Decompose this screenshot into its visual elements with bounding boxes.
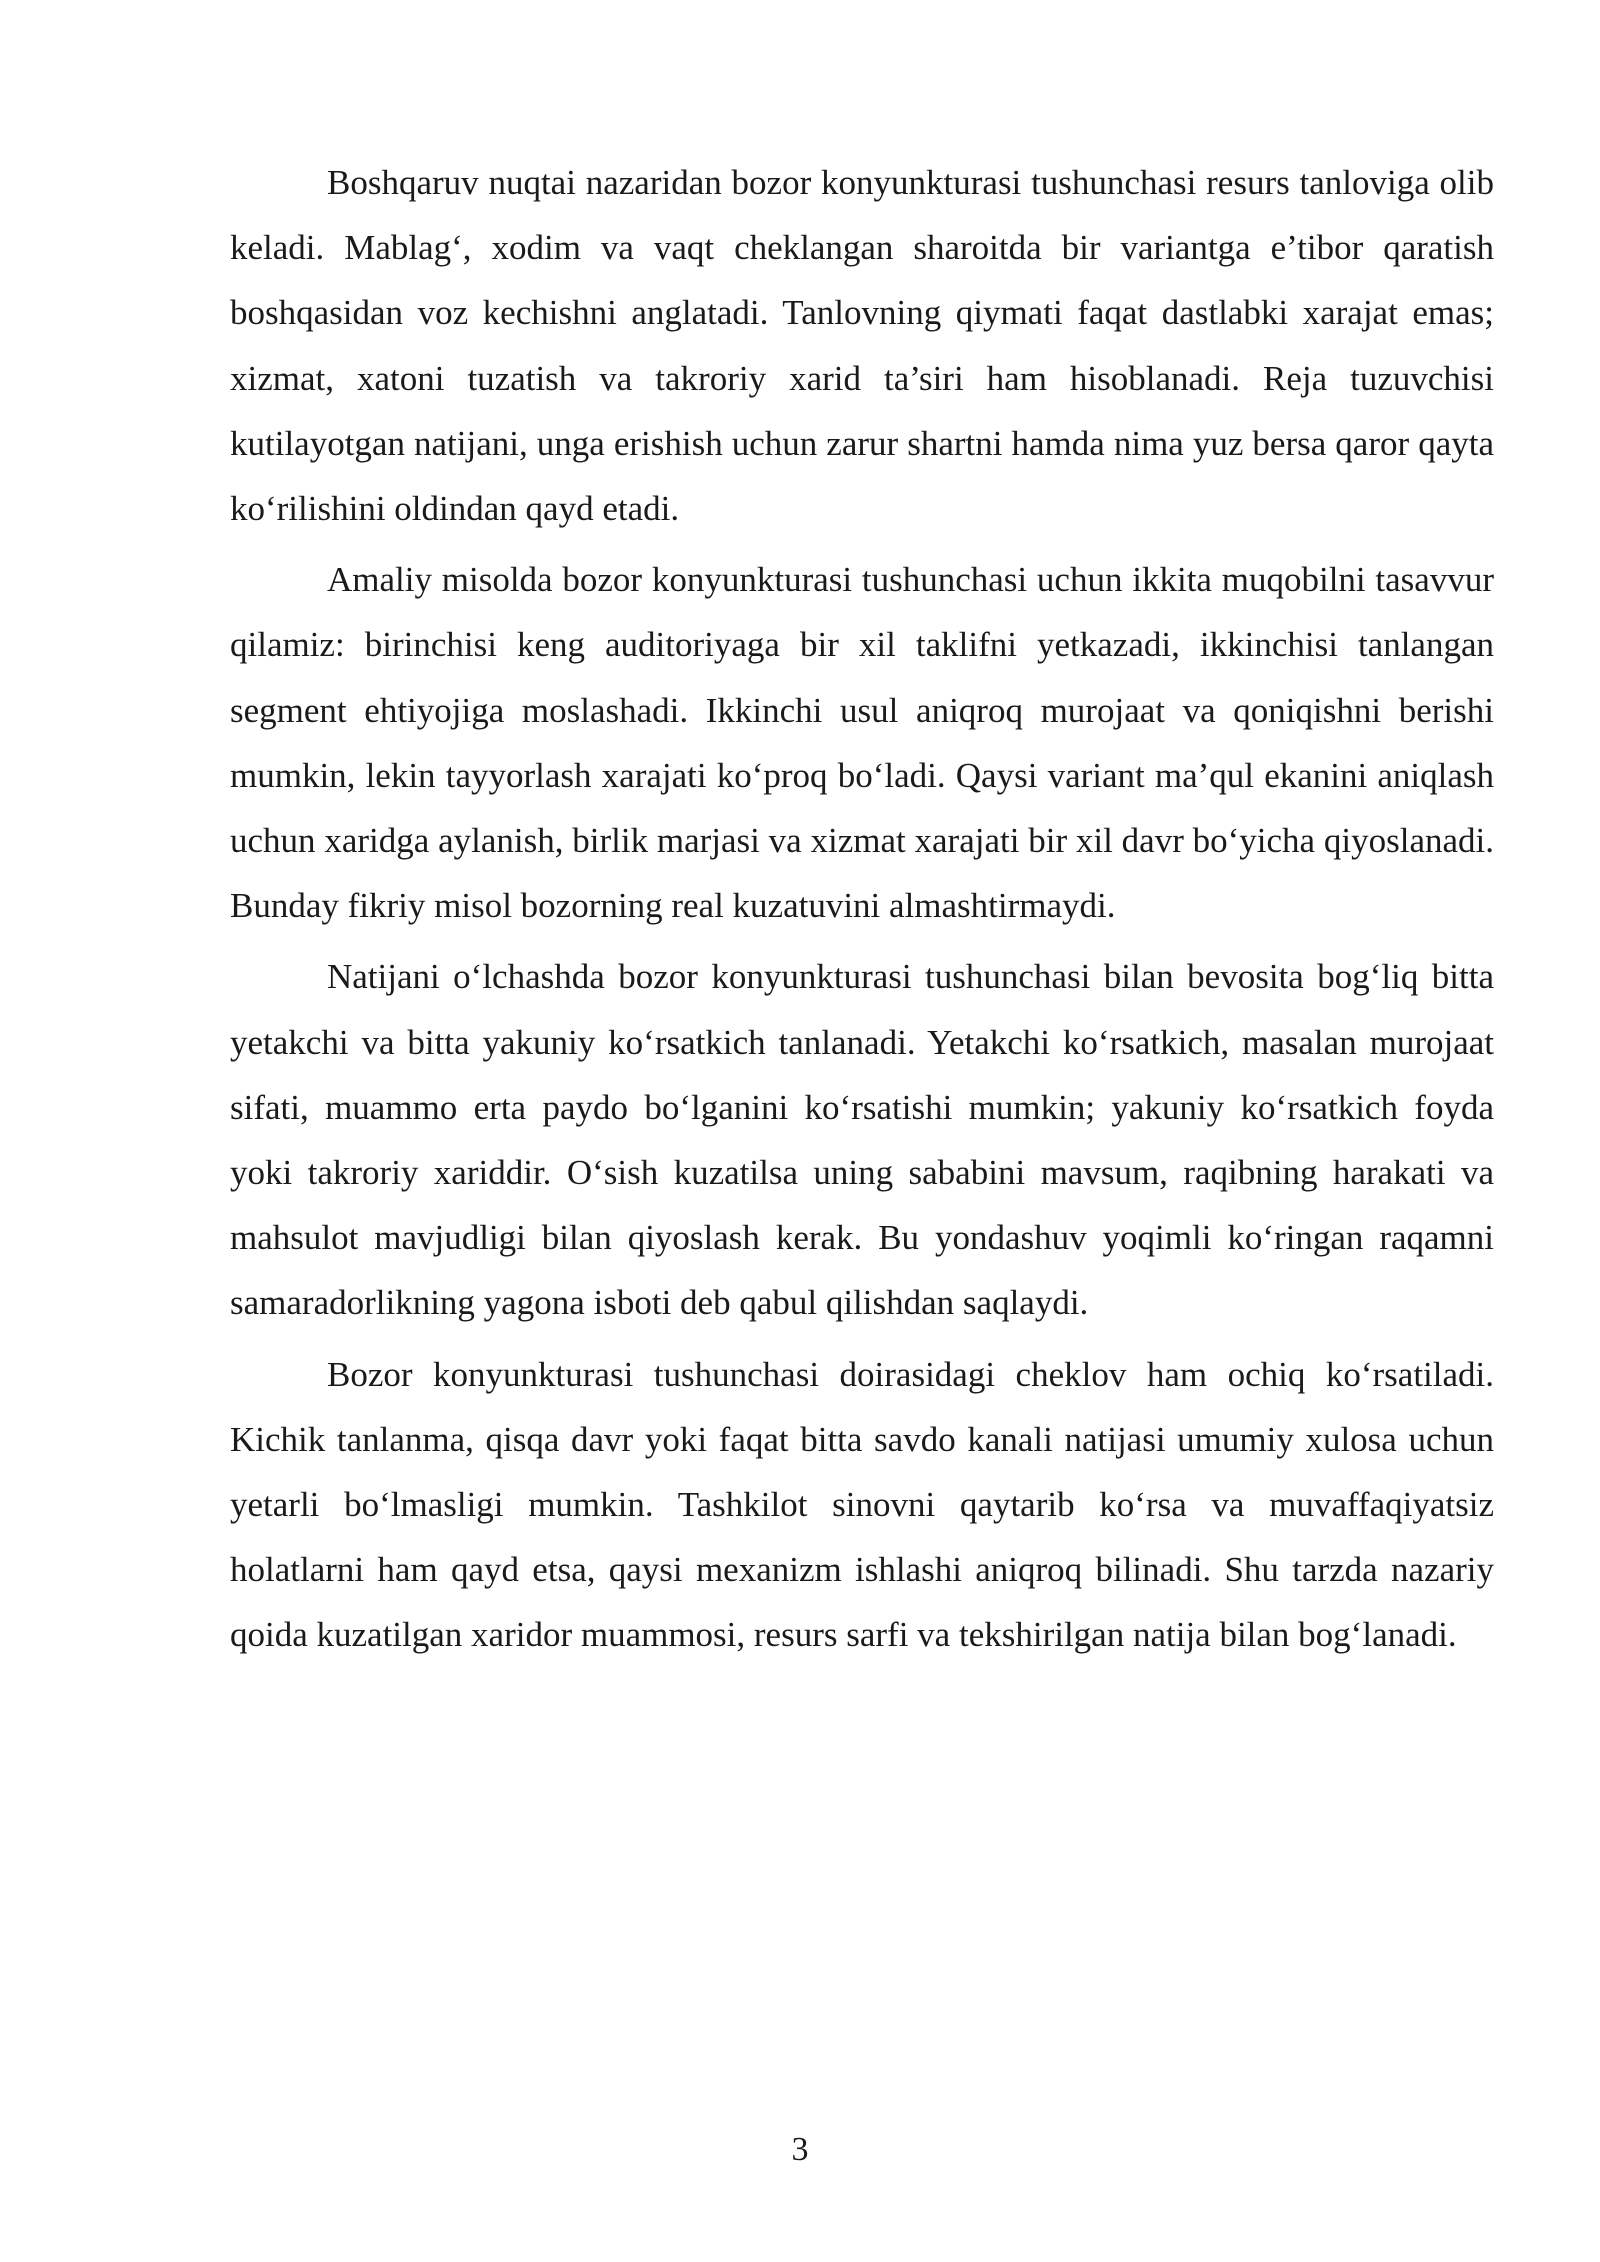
document-body <box>230 150 1494 1674</box>
paragraph-1: Boshqaruv nuqtai nazaridan bozor konyunkturasi tushunchasi resurs tanloviga olib keladi. Mablag‘, xodim va vaqt cheklangan sharoitda bir variantga e’tibor qaratish boshqasidan voz kechishni anglatadi. Tanlovning qiymati faqat dastlabki xarajat emas; xizmat, xatoni tuzatish va takroriy xarid ta’siri ham hisoblanadi. Reja tuzuvchisi kutilayotgan natijani, unga erishish uchun zarur shartni hamda nima yuz bersa qaror qayta ko‘rilishini oldindan qayd etadi. <box>230 163 1494 529</box>
page-number: 3 <box>791 2131 809 2168</box>
paragraph-2: Amaliy misolda bozor konyunkturasi tushunchasi uchun ikkita muqobilni tasavvur qilamiz: birinchisi keng auditoriyaga bir xil taklifni yetkazadi, ikkinchisi tanlangan segment ehtiyojiga moslashadi. Ikkinchi usul aniqroq murojaat va qoniqishni berishi mumkin, lekin tayyorlash xarajati ko‘proq bo‘ladi. Qaysi variant ma’qul ekanini aniqlash uchun xaridga aylanish, birlik marjasi va xizmat xarajati bir xil davr bo‘yicha qiyoslanadi. Bunday fikriy misol bozorning real kuzatuvini almashtirmaydi. <box>230 560 1494 926</box>
paragraph-4: Bozor konyunkturasi tushunchasi doirasidagi cheklov ham ochiq ko‘rsatiladi. Kichik tanlanma, qisqa davr yoki faqat bitta savdo kanali natijasi umumiy xulosa uchun yetarli bo‘lmasligi mumkin. Tashkilot sinovni qaytarib ko‘rsa va muvaffaqiyatsiz holatlarni ham qayd etsa, qaysi mexanizm ishlashi aniqroq bilinadi. Shu tarzda nazariy qoida kuzatilgan xaridor muammosi, resurs sarfi va tekshirilgan natija bilan bog‘lanadi. <box>230 1354 1494 1655</box>
paragraph-3: Natijani o‘lchashda bozor konyunkturasi tushunchasi bilan bevosita bog‘liq bitta yetakchi va bitta yakuniy ko‘rsatkich tanlanadi. Yetakchi ko‘rsatkich, masalan murojaat sifati, muammo erta paydo bo‘lganini ko‘rsatishi mumkin; yakuniy ko‘rsatkich foyda yoki takroriy xariddir. O‘sish kuzatilsa uning sababini mavsum, raqibning harakati va mahsulot mavjudligi bilan qiyoslash kerak. Bu yondashuv yoqimli ko‘ringan raqamni samaradorlikning yagona isboti deb qabul qilishdan saqlaydi. <box>230 957 1494 1323</box>
